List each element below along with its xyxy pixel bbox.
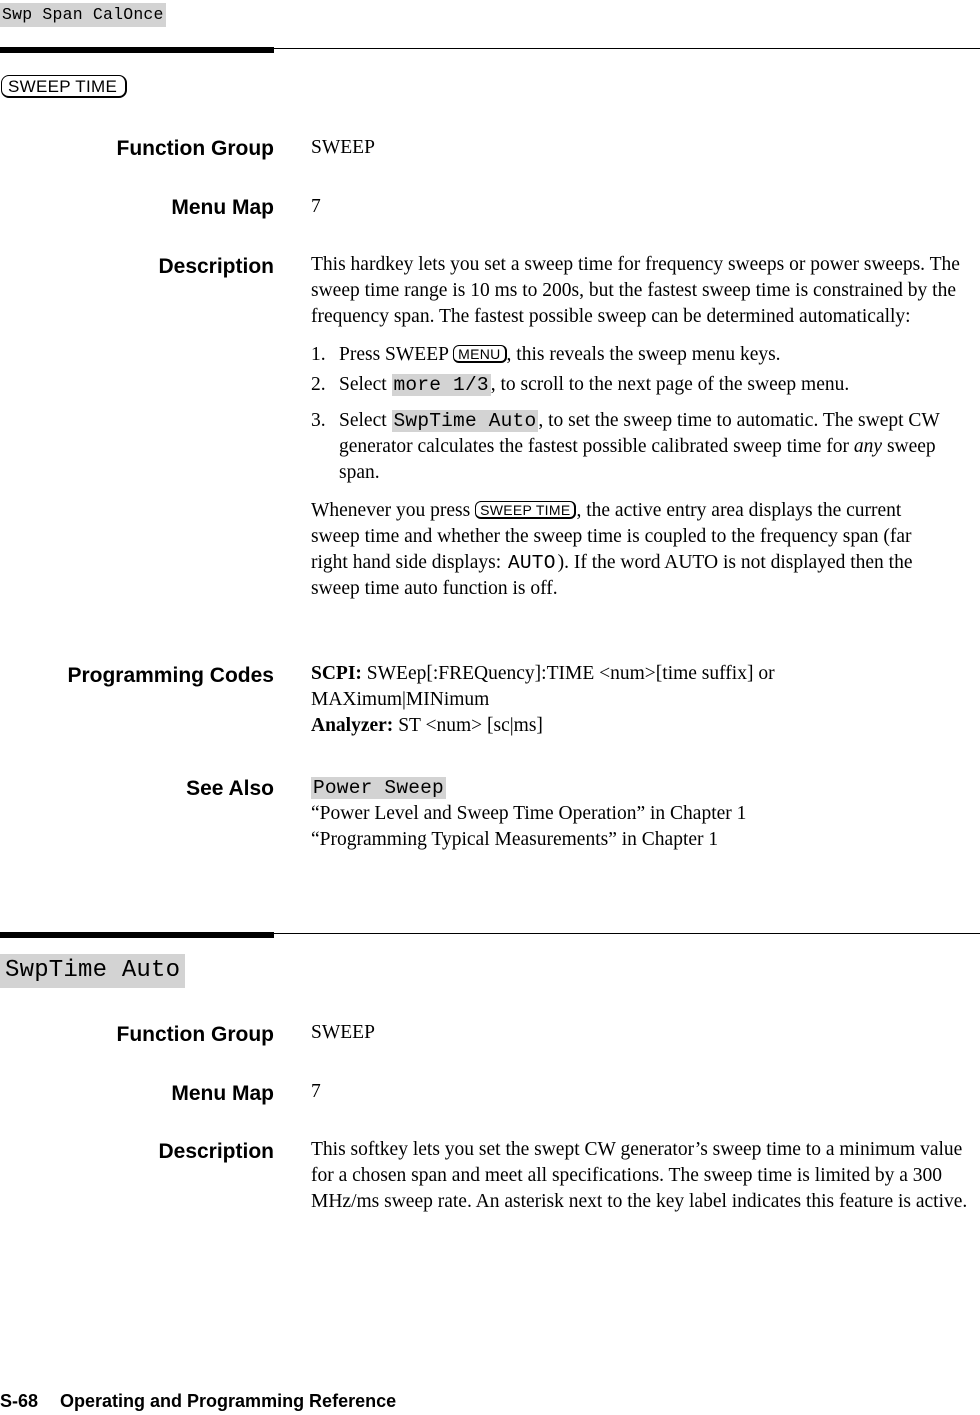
description-paragraph: This softkey lets you set the swept CW generator’s sweep time to a minimum value for a chosen span and meet all specifications. The sweep time is limited by a 300 MHz/ms sweep rate. An asterisk next to the key label indicates this feature is active.: [311, 1139, 968, 1212]
programming-codes-label: Programming Codes: [67, 664, 274, 687]
running-header-softkey: Swp Span CalOnce: [0, 3, 166, 27]
see-also-reference: “Programming Typical Measurements” in Chapter 1: [311, 829, 719, 850]
steps-list: [311, 342, 979, 486]
paragraph-text: Whenever you press: [311, 500, 476, 521]
menu-map-value: 7: [311, 1081, 321, 1102]
function-group-label: Function Group: [116, 137, 274, 160]
step-number: 2.: [311, 374, 326, 395]
section-rule-thick: [0, 932, 274, 938]
step-item: [311, 372, 979, 398]
programming-codes-body: [311, 661, 881, 739]
description-label: Description: [158, 1140, 274, 1163]
menu-map-label: Menu Map: [171, 1082, 274, 1105]
section-rule-thin: [274, 933, 980, 934]
analyzer-label: Analyzer:: [311, 715, 394, 736]
swptime-auto-softkey: SwpTime Auto: [393, 410, 537, 432]
description-paragraph-2: [311, 498, 931, 602]
function-group-label: Function Group: [116, 1023, 274, 1046]
step-text: Press SWEEP: [339, 344, 454, 365]
step-text: sweep span.: [339, 436, 936, 483]
paragraph-text: , the active entry area displays the current sweep time and whether the sweep time is coupled to the frequency span (far right hand side displays:: [311, 500, 912, 573]
analyzer-line: [311, 713, 881, 739]
footer-title: Operating and Programming Reference: [60, 1391, 397, 1411]
description-label: Description: [158, 255, 274, 278]
description-body: [311, 252, 979, 602]
page-footer: [0, 1391, 396, 1412]
menu-map-value: 7: [311, 196, 321, 217]
paragraph-text: ). If the word AUTO is not displayed then the sweep time auto function is off.: [311, 552, 913, 599]
step-text: , to set the sweep time to automatic. The swept CW generator calculates the fastest possible calibrated sweep time for: [339, 410, 940, 457]
step-text: Select: [339, 410, 392, 431]
menu-map-label: Menu Map: [171, 196, 274, 219]
sweep-time-hardkey: SWEEP TIME: [475, 501, 576, 519]
step-text: , this reveals the sweep menu keys.: [506, 344, 781, 365]
analyzer-value: ST <num> [sc|ms]: [393, 715, 543, 736]
auto-annotation: AUTO: [507, 552, 556, 574]
see-also-body: [311, 775, 979, 853]
step-item: [311, 342, 979, 368]
see-also-label: See Also: [186, 777, 274, 800]
function-group-value: SWEEP: [311, 137, 375, 158]
emphasis-text: any: [853, 436, 883, 457]
see-also-reference: “Power Level and Sweep Time Operation” in Chapter 1: [311, 803, 747, 824]
page-number: S-68: [0, 1391, 39, 1411]
section-title-sweep-time-hardkey: SWEEP TIME: [1, 75, 127, 98]
step-text: Select: [339, 374, 392, 395]
scpi-value: SWEep[:FREQuency]:TIME <num>[time suffix] or MAXimum|MINimum: [311, 663, 775, 710]
section-rule-thick: [0, 47, 274, 53]
section-title-swptime-auto-softkey: SwpTime Auto: [0, 954, 185, 988]
description-body: [311, 1137, 979, 1215]
more-softkey: more 1/3: [393, 374, 489, 396]
step-number: 1.: [311, 344, 326, 365]
scpi-label: SCPI:: [311, 663, 362, 684]
section-rule-thin: [274, 48, 980, 49]
function-group-value: SWEEP: [311, 1022, 375, 1043]
scpi-line: [311, 661, 881, 713]
step-item: [311, 408, 979, 486]
see-also-softkey-line: [311, 775, 979, 801]
description-paragraph: This hardkey lets you set a sweep time for frequency sweeps or power sweeps. The sweep time range is 10 ms to 200s, but the fastest sweep time is constrained by the frequency span. The fastest possible sweep can be determined automatically:: [311, 254, 960, 327]
menu-hardkey: MENU: [453, 345, 506, 363]
step-number: 3.: [311, 410, 326, 431]
power-sweep-softkey: Power Sweep: [313, 777, 444, 799]
step-text: , to scroll to the next page of the sweep menu.: [490, 374, 850, 395]
